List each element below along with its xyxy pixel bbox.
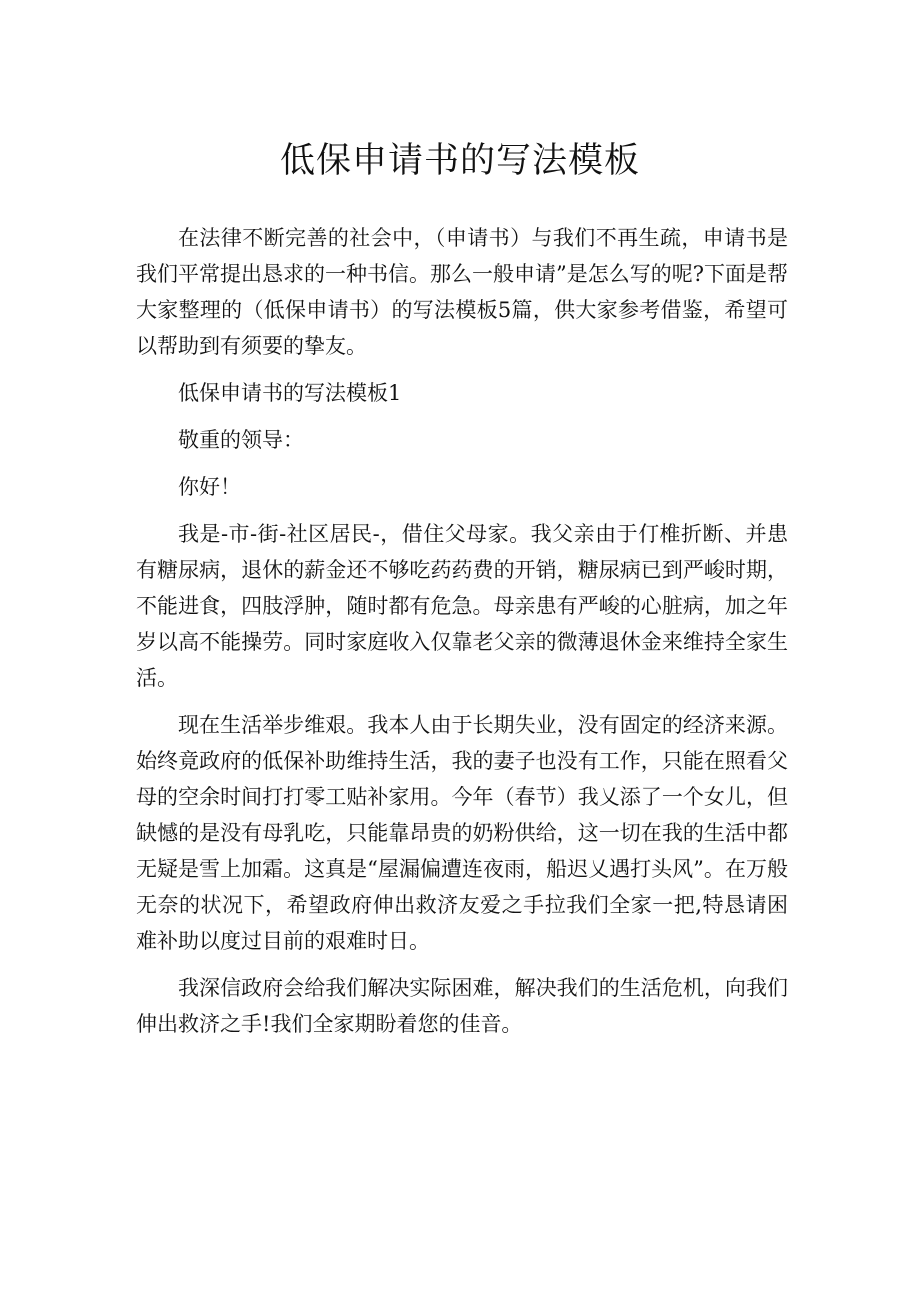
salutation: 敬重的领导： bbox=[178, 428, 304, 452]
greeting: 你好！ bbox=[178, 475, 241, 499]
section-heading: 低保申请书的写法模板1 bbox=[178, 381, 402, 405]
closing-paragraph: 我深信政府会给我们解决实际困难，解决我们的生活危机，向我们伸出救济之手!我们全家期盼着您的佳音。 bbox=[136, 976, 788, 1036]
document-body bbox=[136, 220, 788, 1053]
document-title: 低保申请书的写法模板 bbox=[279, 141, 640, 181]
body-paragraph-hardship: 现在生活举步维艰。我本人由于长期失业，没有固定的经济来源。始终竟政府的低保补助维持生活，我的妻子也没有工作，只能在照看父母的空余时间打打零工贴补家用。今年（春节）我乂添了一个女儿，但缺憾的是没有母乳吃，只能靠昂贵的奶粉供给，这一切在我的生活中都无疑是雪上加霜。这真是“屋漏偏遭连夜雨，船迟乂遇打头风”。在万般无奈的状况下，希望政府伸出救济友爱之手拉我们全家一把,特恳请困难补助以度过目前的艰难时日。 bbox=[136, 713, 788, 953]
intro-paragraph: 在法律不断完善的社会中，（申请书）与我们不再生疏，申请书是我们平常提出恳求的一种书信。那么一般申请”是怎么写的呢?下面是帮大家整理的（低保申请书）的写法模板5篇，供大家参考借鉴，希望可以帮助到有须要的挚友。 bbox=[136, 226, 788, 358]
body-paragraph-family: 我是-市-街-社区居民-，借住父母家。我父亲由于仃椎折断、并患有糖尿病，退休的薪金还不够吃药药费的开销，糖尿病已到严峻时期，不能进食，四肢浮肿，随时都有危急。母亲患有严峻的心脏病，加之年岁以高不能操劳。同时家庭收入仅靠老父亲的微薄退休金来维持全家生活。 bbox=[136, 522, 788, 690]
